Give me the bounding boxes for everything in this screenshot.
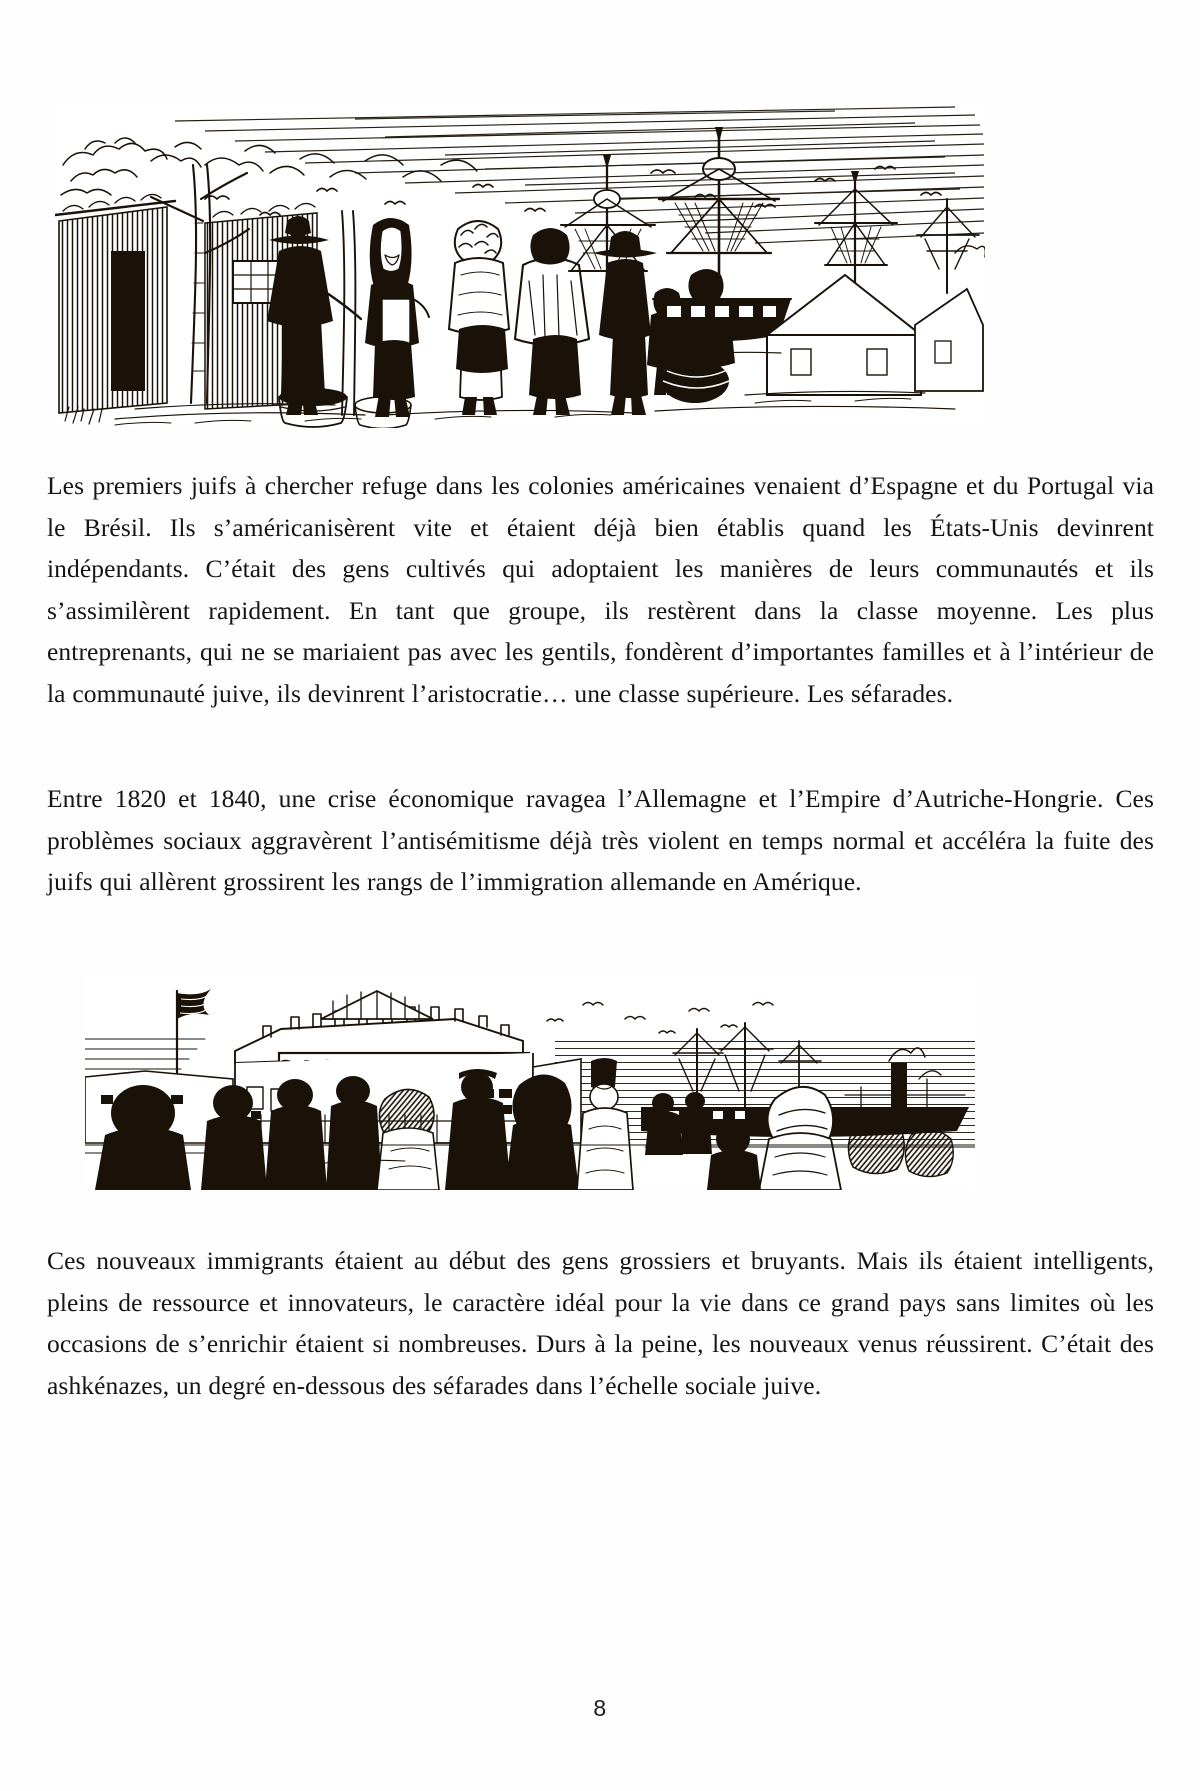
paragraph-sephardic-origins [47,465,1154,714]
paragraph-text: Ces nouveaux immigrants étaient au début des gens grossiers et bruyants. Mais ils étaient intelligents, pleins de ressource et innovateurs, le caractère idéal pour la vie dans ce grand pays sans limites où les occasions de s’enrichir étaient si nombreuses. Durs à la peine, les nouveaux venus réussirent. C’était des ashkénazes, un degré en-dessous des séfarades dans l’échelle sociale juive. [47,1246,1154,1400]
page-number: 8 [593,1695,607,1721]
paragraph-new-immigrants [47,1240,1154,1406]
paragraph-economic-crisis [47,778,1154,903]
colonial-harbor-illustration [55,103,985,428]
castle-garden-illustration [85,975,975,1190]
paragraph-text: Entre 1820 et 1840, une crise économique ravagea l’Allemagne et l’Empire d’Autriche-Hongrie. Ces problèmes sociaux aggravèrent l’antisémitisme déjà très violent en temps normal et accéléra la fuite des juifs qui allèrent grossirent les rangs de l’immigration allemande en Amérique. [47,784,1154,896]
paragraph-text: Les premiers juifs à chercher refuge dans les colonies américaines venaient d’Espagne et du Portugal via le Brésil. Ils s’américanisèrent vite et étaient déjà bien établis quand les États-Unis devinrent indépendants. C’était des gens cultivés qui adoptaient les manières de leurs communautés et ils s’assimilèrent rapidement. En tant que groupe, ils restèrent dans la classe moyenne. Les plus entreprenants, qui ne se mariaient pas avec les gentils, fondèrent d’importantes familles et à l’intérieur de la communauté juive, ils devinrent l’aristocratie… une classe supérieure. Les séfarades. [47,471,1154,708]
